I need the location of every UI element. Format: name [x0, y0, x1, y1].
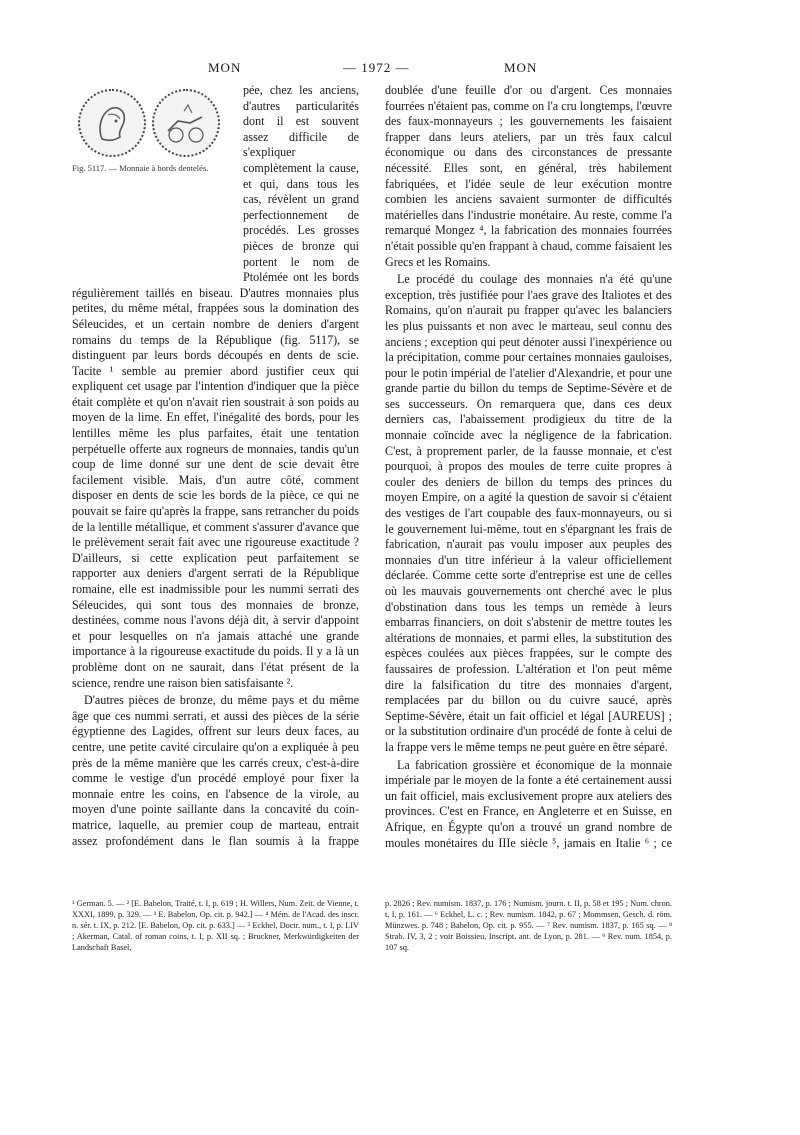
header-right: MON — [504, 60, 538, 75]
page-number: — 1972 — — [343, 60, 410, 75]
running-header — [80, 60, 720, 80]
header-left: MON — [208, 60, 242, 75]
figure-caption: Fig. 5117. — Monnaie à bords dentelés. — [72, 163, 209, 173]
coin-figure — [72, 85, 235, 280]
left-paragraph-1: pée, chez les anciens, d'autres particularités dont il est souvent assez difficile de s'expliquer complètement la cause, et qui, dans tous les cas, révèlent un grand perfectionnement de procédés. Les grosses pièces de bronze qui portent le nom de Ptolémée ont les bords régulièrement taillés en biseau. D'autres monnaies plus petites, du même métal, frappées sous la domination des Séleucides, et un certain nombre de deniers d'argent romains du temps de la République (fig. 5117), se distinguent par leurs bords découpés en dents de scie. Tacite ¹ semble au premier abord justifier ceux qui expliquent cet usage par l'intention d'indiquer que la pièce était complète et qu'on n'avait rien soustrait à son poids au moyen de la lime. En effet, l'inégalité des bords, pour les lentilles même les plus parfaites, était une tentation perpétuelle offerte aux rogneurs de monnaies, tandis qu'un coup de lime donné sur une dent de scie devait être facilement visible. Mais, d'un autre côté, comment disposer en dents de scie les bords de la pièce, ce qui ne pouvait se faire qu'après la frappe, sans retrancher du poids de la lentille métallique, et comment s'assurer d'avance que le prélèvement serait fait avec une rigoureuse exactitude ? D'ailleurs, si cette explication peut parfaitement se rapporter aux deniers d'argent serrati de la République romaine, elle est inadmissible pour les nummi serrati des Séleucides, qui sont tous des monnaies de bronze, destinées, comme nous l'avons déjà dit, à servir d'appoint et pour lesquelles on n'a jamais attaché une grande importance à la rigoureuse exactitude du poids. Il y a là un problème dont on ne saurait, dans l'état présent de la science, rendre une raison bien satisfaisante ². — [72, 83, 359, 690]
left-paragraph-2: D'autres pièces de bronze, du même pays et du même âge que ces nummi serrati, et aussi des pièces de la série égyptienne des Lagides, offrent sur leurs deux faces, au centre, une petite cavité circulaire qu'on a expliquée à peu près de la même manière que les carrés creux, c'est-à-dire comme le vestige d'un procédé employé pour fixer la monnaie entre les coins, en l'absence de la virole, au moyen d'une pointe saillante dans la concavité du coin-matrice, laquelle, au premier coup de marteau, entrait assez profondément dans le flan soumis à la frappe — [72, 693, 359, 848]
right-paragraph-3: La fabrication grossière et économique de la monnaie impériale par le moyen de la fonte a été certainement aussi un fait officiel, mais exclusivement propre aux ateliers des provinces. C'est en France, en Angleterre et en Suisse, en Afrique, en Égypte qu'on a trouvé un grand nombre de moules monétaires du IIIe siècle ⁵, jamais en Italie ⁶ ; ce — [385, 757, 672, 849]
footnotes-right: p. 2826 ; Rev. numism. 1837, p. 176 ; Numism. journ. t. II, p. 58 et 195 ; Num. chron. t. I, p. 161. — ⁶ Eckhel, L. c. ; Rev. numism. 1842, p. 67 ; Mommsen, Gesch. d. röm. Münzwes. p. 748 ; Babelon, Op. cit. p. 955. — ⁷ Rev. numism. 1837, p. 165 sq. — ⁸ Strab. IV, 3, 2 ; voir Boissieu, Inscript. ant. de Lyon, p. 281. — ⁹ Rev. num. 1854, p. 107 sq. — [385, 899, 672, 952]
coin-reverse-image — [152, 89, 220, 157]
left-column — [72, 83, 359, 849]
right-paragraph-1: doublée d'une feuille d'or ou d'argent. Ces monnaies fourrées n'étaient pas, comme on l'a cru longtemps, l'œuvre des faux-monnayeurs ; les gouvernements les faisaient frapper dans leurs ateliers, par un très faux calcul économique ou dans des circonstances de pressante nécessité. Elles sont, en général, très habilement fabriquées, et l'idée seule de leur exécution montre combien les anciens savaient surmonter de difficultés matérielles dans l'industrie monétaire. Au reste, comme l'a remarqué Mongez ⁴, la fabrication des monnaies fourrées n'était possible qu'en frappant à chaud, comme faisaient les Grecs et les Romains. — [385, 83, 672, 269]
right-column — [385, 83, 672, 849]
footnotes-left: ¹ German. 5. — ² [E. Babelon, Traité, t. I, p. 619 ; H. Willers, Num. Zeit. de Vienne, t. XXXI, 1899, p. 329. — ³ E. Babelon, Op. cit. p. 942.] — ⁴ Mém. de l'Acad. des inscr. n. sér. t. IX, p. 212. [E. Babelon, Op. cit. p. 633.] — ⁵ Eckhel, Doctr. num., t. I, p. LIV ; Akerman, Catal. of roman coins, t. I, p. XII sq. ; Bruckner, Merkwürdigkeiten der Landschaft Basel, — [72, 899, 359, 952]
coin-obverse-image — [78, 89, 146, 157]
right-paragraph-2: Le procédé du coulage des monnaies n'a été qu'une exception, très justifiée pour l'aes grave des Italiotes et des Romains, qu'on n'aurait pu frapper qu'avec les balanciers les plus puissants et non avec le marteau, seul connu des anciens ; exception qui peut dénoter aussi l'inexpérience ou la précipitation, comme pour certaines monnaies gauloises, pour le potin impérial de l'atelier d'Alexandrie, et pour une grande partie du billon du temps de Septime-Sévère et de ses successeurs. On remarquera que, dans ces deux derniers cas, l'abaissement prodigieux du titre de la monnaie coïncide avec la négligence de la fabrication. C'est, à proprement parler, de la fausse monnaie, et c'est pourquoi, à propos des moules de terre cuite propres à couler des deniers de billon du temps des princes du moyen Empire, on a agité la question de savoir si c'étaient des vestiges de l'art coupable des faux-monnayeurs, ou si le gouvernement lui-même, tout en s'épargnant les frais de fabrication, n'aurait pas voulu imposer aux peuples des monnaies d'un titre inférieur à la valeur officiellement déclarée. Comme cette sorte d'entreprise est une de celles où les mauvais gouvernements ont cherché avec le plus d'obstination dans tous les temps un remède à leurs embarras financiers, on doit s'abstenir de mettre toutes les altérations de monnaies, et parmi elles, la substitution des espèces coulées aux pièces frappées, sur le compte des faussaires de profession. L'altération et l'on peut même dire la falsification du titre des monnaies d'argent, remplacées par du billon ou du cuivre saucé, après Septime-Sévère, était un fait officiel et légal [AUREUS] ; or la substitution ordinaire d'un procédé de fonte à celui de la frappe vers le même temps ne peut guère en être séparé. — [385, 272, 672, 754]
